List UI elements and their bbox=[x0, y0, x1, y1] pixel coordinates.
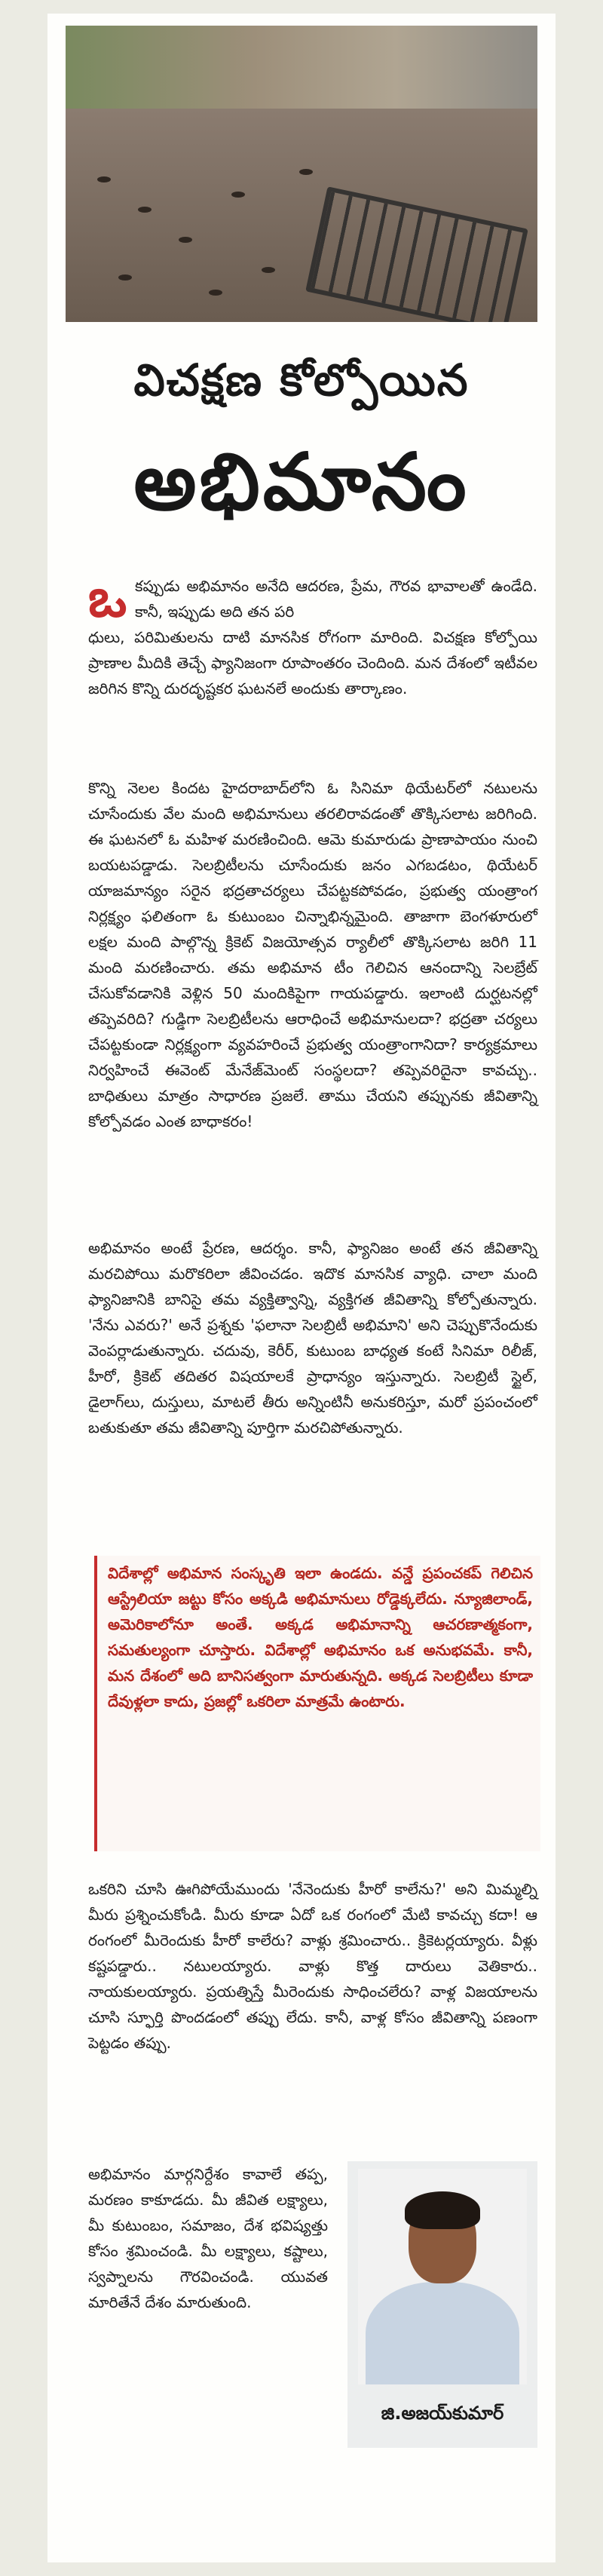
author-shirt bbox=[366, 2282, 519, 2384]
scattered-footwear bbox=[231, 192, 245, 198]
paragraph-be-a-hero: ఒకరిని చూసి ఊగిపోయేముందు 'నేనెందుకు హీరో కాలేను?' అని మిమ్మల్ని మీరు ప్రశ్నించుకోండి. మీరు కూడా ఏదో ఒక రంగంలో మేటి కావచ్చు కదా! ఆ రంగంలో మీరెందుకు హీరో కాలేరు? వాళ్లు శ్రమించారు.. క్రికెటర్లయ్యారు. వీళ్లు కష్టపడ్డారు.. నటులయ్యారు. వాళ్లు కొత్త దారులు వెతికారు.. నాయకులయ్యారు. ప్రయత్నిస్తే మీరెందుకు సాధించలేరు? వాళ్ల విజయాలను చూసి స్ఫూర్తి పొందడంలో తప్పు లేదు. కానీ, వాళ్ల కోసం జీవితాన్ని పణంగా పెట్టడం తప్పు. bbox=[88, 1880, 537, 2052]
highlight-box-text: విదేశాల్లో అభిమాన సంస్కృతి ఇలా ఉండదు. వన్డే ప్రపంచకప్ గెలిచిన ఆస్ట్రేలియా జట్టు కోసం అక్కడి అభిమానులు రోడ్డెక్కలేదు. న్యూజిలాండ్, అమెరికాలోనూ అంతే. అక్కడ అభిమానాన్ని ఆచరణాత్మకంగా, సమతుల్యంగా చూస్తారు. విదేశాల్లో అభిమానం ఒక అనుభవమే. కానీ, మన దేశంలో అది బానిసత్వంగా మారుతున్నది. అక్కడ సెలబ్రిటీలు కూడా దేవుళ్లలా కాదు, ప్రజల్లో ఒకరిలా మాత్రమే ఉంటారు. bbox=[108, 1564, 533, 1710]
paragraph-stampede: కొన్ని నెలల కిందట హైదరాబాద్‌లోని ఓ సినిమా థియేటర్‌లో నటులను చూసేందుకు వేల మంది అభిమానులు తరలిరావడంతో తొక్కిసలాట జరిగింది. ఈ ఘటనలో ఓ మహిళ మరణించింది. ఆమె కుమారుడు ప్రాణాపాయం నుంచి బయటపడ్డాడు. సెలబ్రిటీలను చూసేందుకు జనం ఎగబడటం, థియేటర్ యాజమాన్యం సరైన భద్రతాచర్యలు చేపట్టకపోవడం, ప్రభుత్వ యంత్రాంగ నిర్లక్ష్యం ఫలితంగా ఓ కుటుంబం చిన్నాభిన్నమైంది. తాజాగా బెంగళూరులో లక్షల మంది పాల్గొన్న క్రికెట్ విజయోత్సవ ర్యాలీలో తొక్కిసలాట జరిగి 11 మంది మరణించారు. తమ అభిమాన టీం గెలిచిన ఆనందాన్ని సెలబ్రేట్ చేసుకోవడానికి వెళ్లిన 50 మందికిపైగా గాయపడ్డారు. ఇలాంటి దుర్ఘటనల్లో తప్పెవరిది? గుడ్డిగా సెలబ్రిటీలను ఆరాధించే అభిమానులదా? భద్రతా చర్యలు చేపట్టకుండా నిర్లక్ష్యంగా వ్యవహరించే ప్రభుత్వ యంత్రాంగానిదా? కార్యక్రమాలు నిర్వహించే ఈవెంట్ మేనేజ్‌మెంట్ సంస్థలదా? తప్పెవరిదైనా కావచ్చు.. బాధితులు మాత్రం సాధారణ ప్రజలే. తాము చేయని తప్పునకు జీవితాన్ని కోల్పోవడం ఎంత బాధాకరం! bbox=[88, 779, 537, 1130]
photo-background bbox=[66, 26, 537, 109]
paragraph-fanism: అభిమానం అంటే ప్రేరణ, ఆదర్శం. కానీ, ఫ్యానిజం అంటే తన జీవితాన్ని మరచిపోయి మరొకరిలా జీవించడం. ఇదొక మానసిక వ్యాధి. చాలా మంది ఫ్యానిజానికి బానిసై తమ వ్యక్తిత్వాన్ని, వ్యక్తిగత జీవితాన్ని కోల్పోతున్నారు. 'నేను ఎవరు?' అనే ప్రశ్నకు 'ఫలానా సెలబ్రిటీ అభిమాని' అని చెప్పుకొనేందుకు వెంపర్లాడుతున్నారు. చదువు, కెరీర్, కుటుంబ బాధ్యత కంటే సినిమా రిలీజ్, హీరో, క్రికెట్ తదితర విషయాలకే ప్రాధాన్యం ఇస్తున్నారు. సెలబ్రిటీ స్టైల్, డైలాగ్‌లు, దుస్తులు, మాటలే తీరు అన్నింటినీ అనుకరిస్తూ, మరో ప్రపంచంలో బతుకుతూ తమ జీవితాన్ని పూర్తిగా మరచిపోతున్నారు. bbox=[88, 1239, 537, 1437]
scattered-footwear bbox=[118, 274, 132, 281]
paragraph-conclusion: అభిమానం మార్గనిర్దేశం కావాలే తప్ప, మరణం కాకూడదు. మీ జీవిత లక్ష్యాలు, మీ కుటుంబం, సమాజం, దేశ భవిష్యత్తు కోసం శ్రమించండి. మీ లక్ష్యాలు, కష్టాలు, స్వప్నాలను గౌరవించండి. యువత మారితేనే దేశం మారుతుంది. bbox=[88, 2165, 328, 2311]
article-page bbox=[47, 14, 556, 2562]
author-box bbox=[347, 2161, 537, 2448]
scattered-footwear bbox=[262, 267, 275, 273]
scattered-footwear bbox=[299, 169, 313, 175]
author-photo bbox=[358, 2169, 527, 2384]
headline-line1: విచక్షణ కోల్పోయిన bbox=[133, 354, 470, 406]
drop-cap: ఒ bbox=[88, 567, 127, 629]
headline-line2: అభిమానం bbox=[133, 436, 470, 528]
scattered-footwear bbox=[97, 176, 111, 182]
scattered-footwear bbox=[209, 290, 222, 296]
intro-line: కప్పుడు అభిమానం అనేది ఆదరణ, ప్రేమ, గౌరవ భావాలతో ఉండేది. కానీ, ఇప్పుడు అది తన పరి bbox=[135, 577, 537, 621]
news-photo bbox=[66, 26, 537, 322]
author-name: జి.అజయ్‌కుమార్ bbox=[381, 2403, 504, 2424]
intro-paragraph: ధులు, పరిమితులను దాటి మానసిక రోగంగా మారింది. విచక్షణ కోల్పోయి ప్రాణాల మీదికి తెచ్చే ఫ్యానిజంగా రూపాంతరం చెందింది. మన దేశంలో ఇటీవల జరిగిన కొన్ని దురదృష్టకర ఘటనలే అందుకు తార్కాణం. bbox=[88, 628, 537, 698]
highlight-box bbox=[94, 1556, 540, 1851]
author-hair bbox=[405, 2191, 480, 2229]
scattered-footwear bbox=[179, 237, 192, 243]
scattered-footwear bbox=[138, 207, 152, 213]
